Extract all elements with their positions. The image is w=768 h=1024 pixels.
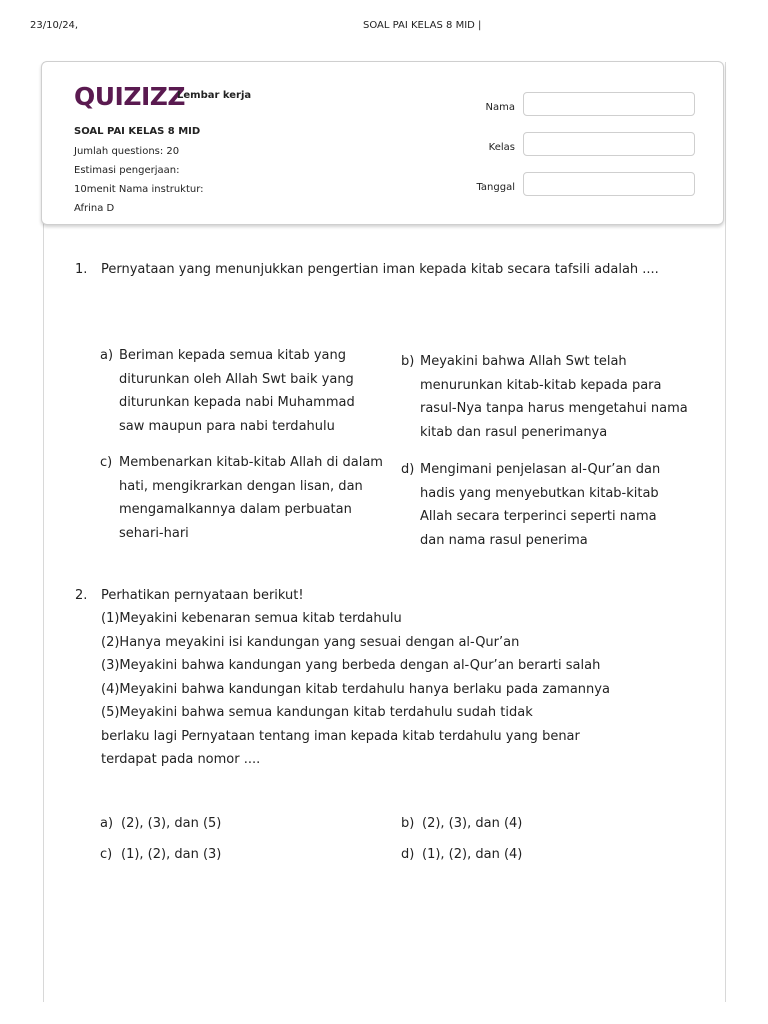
- option-a[interactable]: [100, 344, 390, 440]
- statement-item: berlaku lagi Pernyataan tentang iman kepada kitab terdahulu yang benar: [101, 729, 580, 744]
- option-line: menurunkan kitab-kitab kepada para: [420, 377, 662, 393]
- option-d[interactable]: [401, 458, 701, 554]
- option-text: (1), (2), dan (4): [422, 847, 523, 862]
- worksheet-subtitle: Lembar kerja: [177, 90, 252, 101]
- option-letter: c): [100, 847, 113, 862]
- option-text: [420, 458, 660, 552]
- name-label: Nama: [485, 102, 515, 113]
- option-b[interactable]: [401, 812, 681, 836]
- option-letter: d): [401, 847, 415, 862]
- option-line: Beriman kepada semua kitab yang: [119, 348, 347, 363]
- option-line: Allah secara terperinci seperti nama: [420, 509, 657, 524]
- option-line: hadis yang menyebutkan kitab-kitab: [420, 485, 659, 501]
- option-d[interactable]: [401, 843, 681, 867]
- option-text: (1), (2), dan (3): [121, 847, 222, 862]
- question-number: 2.: [75, 588, 88, 603]
- question-number: 1.: [75, 262, 88, 277]
- option-letter: a): [100, 816, 114, 831]
- quiz-title: SOAL PAI KELAS 8 MID: [74, 126, 201, 137]
- option-line: rasul-Nya tanpa harus mengetahui nama: [420, 401, 688, 416]
- option-line: saw maupun para nabi terdahulu: [119, 418, 335, 434]
- statement-item: (1)Meyakini kebenaran semua kitab terdahulu: [101, 611, 402, 626]
- option-b[interactable]: [401, 350, 701, 446]
- print-header: [0, 18, 768, 34]
- option-letter: a): [100, 348, 114, 363]
- option-letter: b): [401, 354, 415, 369]
- option-line: Mengimani penjelasan al-Qur’an dan: [420, 462, 661, 477]
- option-letter: d): [401, 462, 415, 477]
- option-text: [119, 344, 355, 438]
- statement-item: terdapat pada nomor ....: [101, 752, 261, 767]
- option-c[interactable]: [100, 843, 380, 867]
- statement-item: (5)Meyakini bahwa semua kandungan kitab terdahulu sudah tidak: [101, 705, 533, 720]
- info-line: Estimasi pengerjaan:: [74, 165, 180, 176]
- statement-item: (2)Hanya meyakini isi kandungan yang sesuai dengan al-Qur’an: [101, 635, 520, 650]
- option-c[interactable]: [100, 451, 390, 547]
- info-line: Afrina D: [74, 203, 115, 214]
- info-line: Jumlah questions: 20: [74, 146, 180, 157]
- option-line: mengamalkannya dalam perbuatan: [119, 502, 352, 517]
- question-text: Perhatikan pernyataan berikut!: [101, 588, 304, 603]
- option-line: sehari-hari: [119, 525, 189, 541]
- option-line: dan nama rasul penerima: [420, 532, 588, 548]
- option-line: hati, mengikrarkan dengan lisan, dan: [119, 478, 363, 494]
- option-letter: b): [401, 816, 415, 831]
- worksheet-header: [41, 61, 724, 225]
- option-line: diturunkan kepada nabi Muhammad: [119, 395, 355, 410]
- date-field[interactable]: [523, 172, 695, 196]
- option-line: kitab dan rasul penerimanya: [420, 424, 608, 440]
- class-field[interactable]: [523, 132, 695, 156]
- option-line: Membenarkan kitab-kitab Allah di dalam: [119, 455, 383, 470]
- option-a[interactable]: [100, 812, 380, 836]
- date-label: Tanggal: [476, 182, 515, 193]
- option-line: Meyakini bahwa Allah Swt telah: [420, 354, 627, 369]
- class-label: Kelas: [488, 142, 515, 153]
- info-line: 10menit Nama instruktur:: [74, 184, 204, 195]
- quizizz-logo: QUIZIZZ: [74, 82, 186, 111]
- option-text: (2), (3), dan (4): [422, 816, 523, 831]
- option-text: [420, 350, 688, 444]
- option-text: [119, 451, 383, 545]
- option-line: diturunkan oleh Allah Swt baik yang: [119, 371, 354, 387]
- option-letter: c): [100, 455, 113, 470]
- statement-item: (4)Meyakini bahwa kandungan kitab terdahulu hanya berlaku pada zamannya: [101, 682, 610, 697]
- print-date: 23/10/24,: [30, 20, 79, 31]
- option-text: (2), (3), dan (5): [121, 816, 222, 831]
- print-title: SOAL PAI KELAS 8 MID |: [363, 20, 482, 31]
- question-text: Pernyataan yang menunjukkan pengertian iman kepada kitab secara tafsili adalah ....: [101, 262, 659, 277]
- statement-item: (3)Meyakini bahwa kandungan yang berbeda dengan al-Qur’an berarti salah: [101, 658, 601, 673]
- name-field[interactable]: [523, 92, 695, 116]
